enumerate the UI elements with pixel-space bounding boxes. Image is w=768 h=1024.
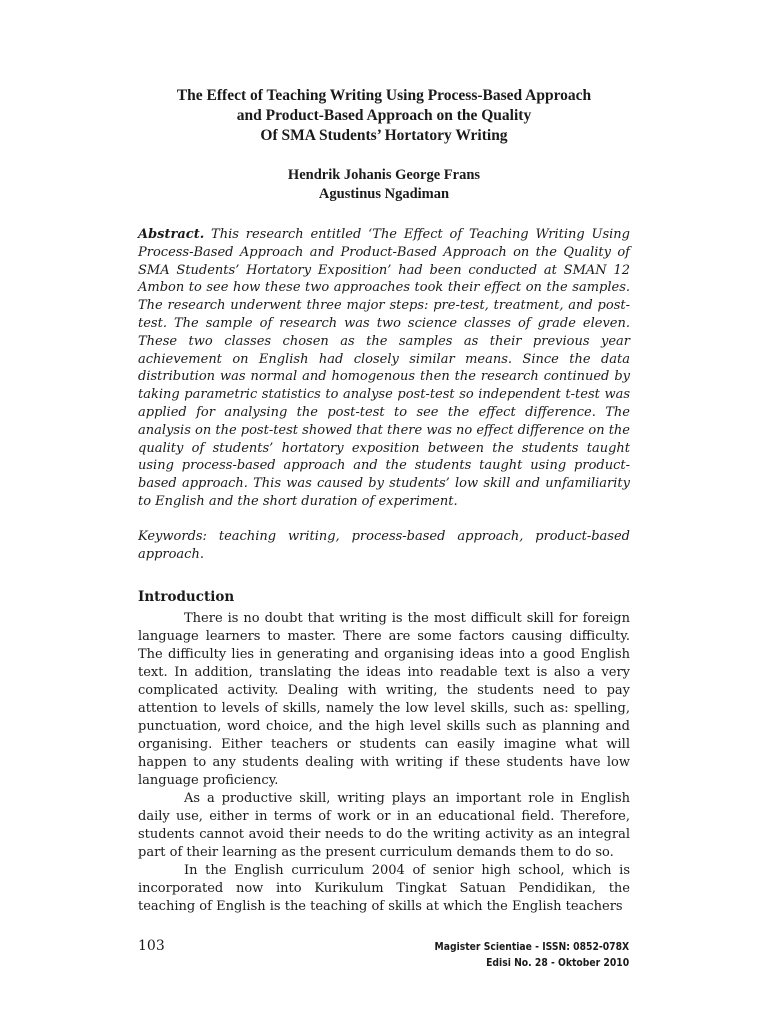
title-line-3: Of SMA Students’ Hortatory Writing	[260, 127, 508, 144]
journal-info	[434, 939, 629, 971]
author-list	[138, 166, 630, 204]
journal-issn: Magister Scientiae - ISSN: 0852-078X	[434, 941, 629, 953]
introduction-heading: Introduction	[138, 589, 235, 606]
paper-title	[138, 86, 630, 146]
introduction-body	[138, 610, 630, 916]
title-line-1: The Effect of Teaching Writing Using Process-Based Approach	[176, 87, 592, 104]
intro-paragraph-3: In the English curriculum 2004 of senior high school, which is incorporated now into Kurikulum Tingkat Satuan Pendidikan, the teaching of English is the teaching of skills at which the English teachers	[138, 863, 630, 915]
abstract-label: Abstract.	[138, 227, 205, 242]
abstract	[138, 226, 630, 511]
intro-paragraph-2: As a productive skill, writing plays an important role in English daily use, either in terms of work or in an educational field. Therefore, students cannot avoid their needs to do the writing activity as an integral part of their learning as the present curriculum demands them to do so.	[138, 791, 630, 861]
abstract-text: This research entitled ‘The Effect of Teaching Writing Using Process-Based Approach and Product-Based Approach on the Quality of SMA Students’ Hortatory Exposition’ had been conducted at SMAN 12 Ambon to see how these two approaches took their effect on the samples. The research underwent three major steps: pre-test, treatment, and post-test. The sample of research was two science classes of grade eleven. These two classes chosen as the samples as their previous year achievement on English had closely similar means. Since the data distribution was normal and homogenous then the research continued by taking parametric statistics to analyse post-test so independent t-test was applied for analysing the post-test to see the effect difference. The analysis on the post-test showed that there was no effect difference on the quality of students’ hortatory exposition between the students taught using process-based approach and the students taught using product-based approach. This was caused by students’ low skill and unfamiliarity to English and the short duration of experiment.	[138, 227, 630, 509]
author-2: Agustinus Ngadiman	[318, 186, 450, 202]
paper-page	[138, 86, 630, 916]
journal-edition: Edisi No. 28 - Oktober 2010	[485, 957, 629, 969]
title-line-2: and Product-Based Approach on the Quality	[236, 107, 532, 124]
intro-paragraph-1: There is no doubt that writing is the most difficult skill for foreign language learners to master. There are some factors causing difficulty. The difficulty lies in generating and organising ideas into a good English text. In addition, translating the ideas into readable text is also a very complicated activity. Dealing with writing, the students need to pay attention to levels of skills, namely the low level skills, such as: spelling, punctuation, word choice, and the high level skills such as planning and organising. Either teachers or students can easily imagine what will happen to any students dealing with writing if these students have low language proficiency.	[138, 611, 630, 789]
keywords: Keywords: teaching writing, process-based approach, product-based approach.	[138, 528, 630, 562]
author-1: Hendrik Johanis George Frans	[287, 167, 481, 183]
page-number: 103	[138, 938, 165, 954]
